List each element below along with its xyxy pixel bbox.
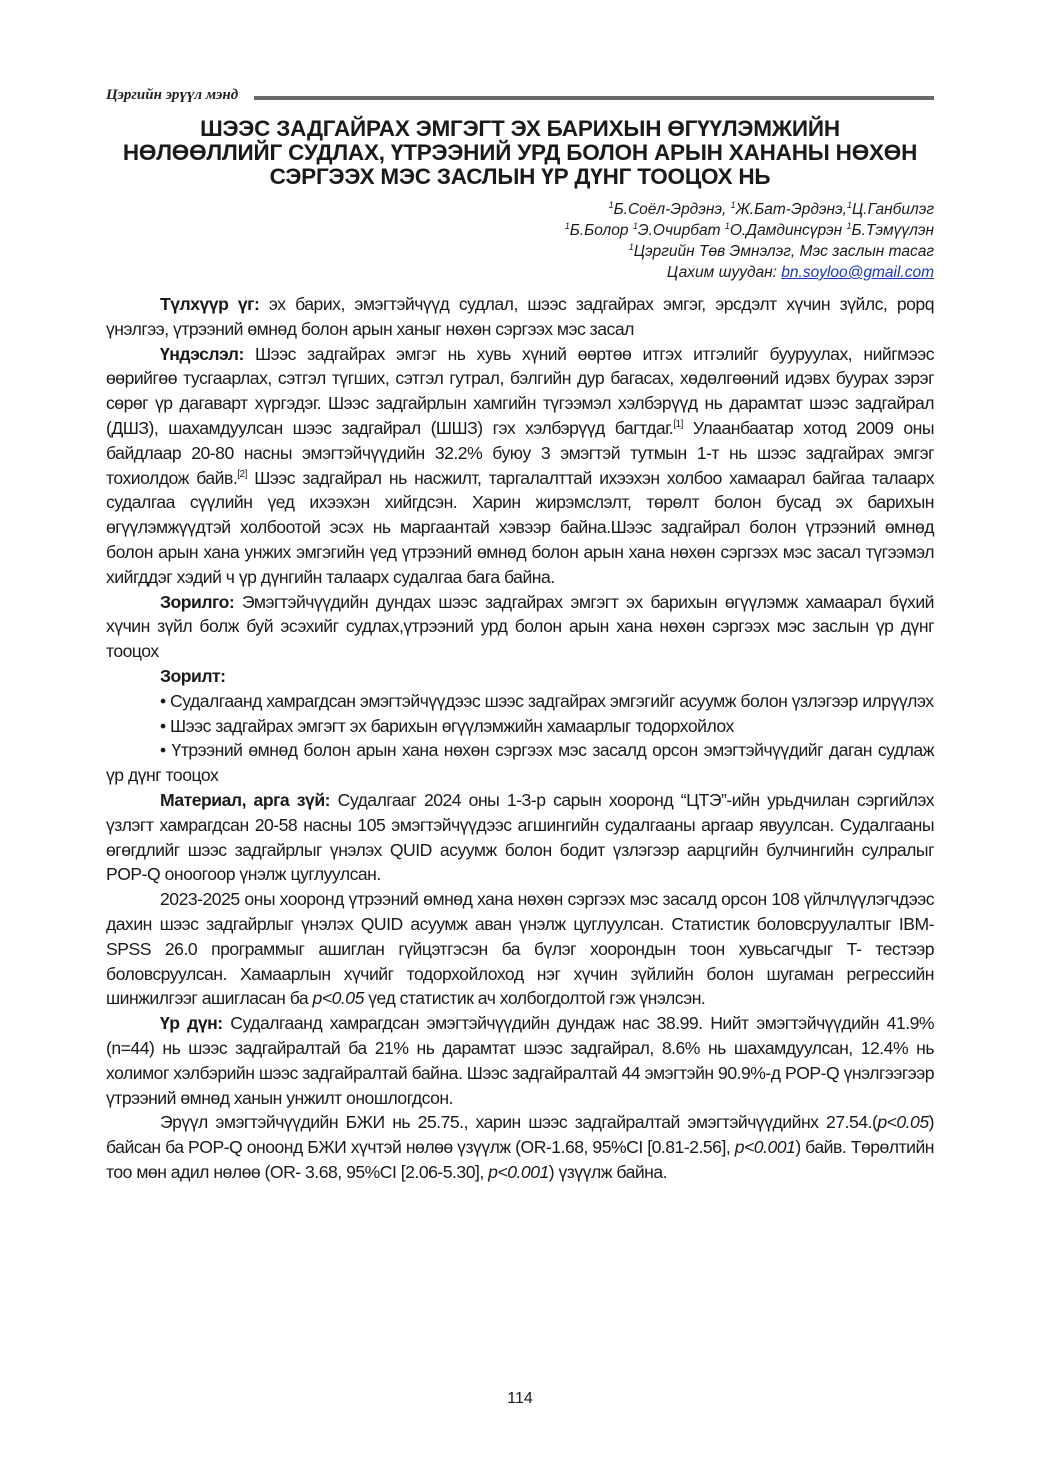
results-text: ) байсан ба POP-Q оноонд БЖИ хүчтэй нөлөө үзүүлж (OR-1.68, 95%CI [0.81-2.56], — [106, 1112, 934, 1158]
p-value: p<0.05 — [877, 1112, 929, 1133]
author-line — [106, 199, 934, 220]
email-link[interactable]: bn.soyloo@gmail.com — [781, 264, 934, 281]
methods-label: Материал, арга зүй: — [160, 789, 331, 810]
title-line: ШЭЭС ЗАДГАЙРАХ ЭМГЭГТ ЭХ БАРИХЫН ӨГҮҮЛЭМЖИЙН — [200, 116, 840, 141]
running-header — [106, 84, 934, 106]
affiliation-marker: 1 — [724, 220, 730, 231]
citation-ref: [1] — [673, 419, 683, 431]
methods-text: Судалгааг 2024 оны 1-3-р сарын хооронд “ЦТЭ”-ийн урьдчилан сэргийлэх үзлэгт хамрагдсан 20-58 насны 105 эмэгтэйчүүдээс агшингийн судалгааны аргаар явуулсан. Судалгааны өгөгдлийг шээс задгайрлыг үнэлэх QUID асуумж болон бодит үзлэгээр аарцгийн булчингийн сулралыг POP-Q оноогоор үнэлж цуглуулсан. — [106, 789, 934, 885]
objective-item: • Шээс задгайрах эмгэгт эх барихын өгүүлэмжийн хамаарлыг тодорхойлох — [160, 715, 734, 736]
affiliation-marker: 1 — [846, 199, 852, 210]
header-rule — [254, 96, 934, 100]
abstract-body — [106, 292, 934, 1185]
author: Б.Соёл-Эрдэнэ, — [613, 201, 731, 218]
intro-paragraph — [106, 342, 934, 590]
journal-name: Цэргийн эрүүл мэнд — [106, 86, 239, 103]
intro-text: Улаанбаатар хотод 2009 оны байдлаар 20-80 насны эмэгтэйчүүдийн 32.2% буюу 3 эмэгтэй тутмын 1-т нь шээс задгайрах эмгэг тохиолдож байв. — [106, 417, 934, 488]
results-text: ) байв. Төрөлтийн тоо мөн адил нөлөө (OR- 3.68, 95%CI [2.06-5.30], — [106, 1137, 935, 1182]
author: Ц.Ганбилэг — [852, 201, 934, 218]
author: Ж.Бат-Эрдэнэ, — [735, 201, 847, 218]
p-value: p<0.001 — [734, 1137, 796, 1158]
paper-page — [106, 84, 934, 1185]
results-paragraph-2 — [106, 1110, 934, 1184]
keywords-label: Түлхүүр үг: — [160, 294, 260, 314]
author: Б.Болор — [569, 222, 633, 239]
author: Э.Очирбат — [637, 222, 725, 239]
p-value: p<0.05 — [312, 988, 364, 1009]
affiliation: Цэргийн Төв Эмнэлэг, Мэс заслын тасаг — [633, 243, 934, 260]
citation-ref: [2] — [237, 468, 247, 480]
title-line: НӨЛӨӨЛЛИЙГ СУДЛАХ, ҮТРЭЭНИЙ УРД БОЛОН АРЫН ХАНАНЫ НӨХӨН — [122, 140, 918, 165]
intro-text: Шээс задгайрах эмгэг нь хувь хүний өөртөө итгэх итгэлийг бууруулах, нийгмээс өөрийгөө тусгаарлах, сэтгэл түгших, сэтгэл гутрал, бэлгийн дур багасах, хөдөлгөөний идэвх буурах зэрэг сөрөг үр дагаварт хүргэдэг. Шээс задгайрлын хамгийн түгээмэл хэлбэрүүд нь дарамтат шээс задгайрал (ДШЗ), шахамдуулсан шээс задгайрал (ШШЗ) гэх хэлбэрүүд багтдаг. — [106, 343, 934, 438]
objective-item: • Судалгаанд хамрагдсан эмэгтэйчүүдээс шээс задгайрах эмгэгийг асуумж болон үзлэгээр илрүүлэх — [160, 690, 934, 711]
paper-title — [106, 117, 934, 189]
results-text: ) үзүүлж байна. — [548, 1161, 668, 1182]
affiliation-line — [106, 241, 934, 262]
affiliation-marker: 1 — [564, 220, 570, 231]
methods-paragraph — [106, 788, 934, 887]
author-line — [106, 220, 934, 241]
results-text: Судалгаанд хамрагдсан эмэгтэйчүүдийн дундаж нас 38.99. Нийт эмэгтэйчүүдийн 41.9% (n=44) нь шээс задгайралтай ба 21% нь дарамтат шээс задгайрал, 8.6% нь шахамдуулсан, 12.4% нь холимог хэлбэрийн шээс задгайралтай байна. Шээс задгайралтай 44 эмэгтэйн 90.9%-д POP-Q үнэлгээгээр үтрээний өмнөд ханын унжилт оношлогдсон. — [106, 1013, 935, 1108]
goal-paragraph — [106, 590, 934, 664]
objective-item: • Үтрээний өмнөд болон арын хана нөхөн сэргээх мэс засалд орсон эмэгтэйчүүдийг даган судлаж үр дүнг тооцох — [106, 740, 934, 786]
affiliation-marker: 1 — [628, 241, 634, 252]
title-line: СЭРГЭЭХ МЭС ЗАСЛЫН ҮР ДҮНГ ТООЦОХ НЬ — [269, 164, 771, 189]
methods-text: 2023-2025 оны хооронд үтрээний өмнөд хана нөхөн сэргээх мэс засалд орсон 108 үйлчлүүлэгчдээс дахин шээс задгайрлыг үнэлэх QUID асуумж аван үнэлж цуглуулсан. Статистик боловсруулалтыг IBM-SPSS 26.0 программыг ашиглан гүйцэтгэсэн ба бүлэг хоорондын тоон хувьсагчдыг T- тестээр боловсруулсан. Хамаарлын хүчийг тодорхойлоход нэг хүчин зүйлийн болон шугаман регрессийн шинжилгээг ашигласан ба — [106, 889, 934, 1009]
keywords-text: эх барих, эмэгтэйчүүд судлал, шээс задгайрах эмгэг, эрсдэлт хүчин зүйлс, popq үнэлгээ, үтрээний өмнөд болон арын ханыг нөхөн сэргээх мэс засал — [106, 294, 934, 339]
author: О.Дамдинсүрэн — [729, 222, 847, 239]
intro-label: Үндэслэл: — [160, 343, 244, 364]
goal-text: Эмэгтэйчүүдийн дундах шээс задгайрах эмгэгт эх барихын өгүүлэмж хамаарал бүхий хүчин зүйл болж буй эсэхийг судлах,үтрээний урд болон арын хана нөхөн сэргээх мэс заслын үр дүнг тооцох — [106, 591, 934, 662]
objectives-heading — [106, 664, 934, 689]
goal-label: Зорилго: — [160, 591, 235, 612]
p-value: p<0.001 — [488, 1161, 549, 1182]
email-label: Цахим шуудан: — [666, 264, 782, 281]
email-line — [106, 262, 934, 283]
page-number: 114 — [507, 1390, 533, 1407]
affiliation-marker: 1 — [730, 199, 736, 210]
author-block — [106, 199, 934, 283]
objectives-label: Зорилт: — [160, 665, 226, 686]
results-label: Үр дүн: — [160, 1013, 223, 1034]
methods-paragraph-2 — [106, 887, 934, 1011]
affiliation-marker: 1 — [608, 199, 614, 210]
results-text: Эрүүл эмэгтэйчүүдийн БЖИ нь 25.75., харин шээс задгайралтай эмэгтэйчүүдийнх 27.54.( — [160, 1112, 878, 1133]
keywords-paragraph — [106, 292, 934, 342]
results-paragraph — [106, 1011, 934, 1110]
author: Б.Тэмүүлэн — [851, 222, 934, 239]
intro-text: Шээс задгайрал нь насжилт, таргалалттай ихээхэн холбоо хамаарал байгаа талаарх судалгаа сүүлийн үед ихээхэн хийгдсэн. Харин жирэмслэлт, төрөлт болон бусад эх барихын өгүүлэмжүүдтэй холбоотой эсэх нь маргаантай хэвээр байна.Шээс задгайрал болон үтрээний өмнөд болон арын хана унжих эмгэгийн үед үтрээний өмнөд болон арын хана нөхөн сэргээх мэс засал түгээмэл хийгддэг хэдий ч үр дүнгийн талаарх судалгаа бага байна. — [106, 467, 934, 587]
affiliation-marker: 1 — [846, 220, 852, 231]
affiliation-marker: 1 — [632, 220, 638, 231]
methods-text: үед статистик ач холбогдолтой гэж үнэлсэн. — [363, 988, 706, 1009]
